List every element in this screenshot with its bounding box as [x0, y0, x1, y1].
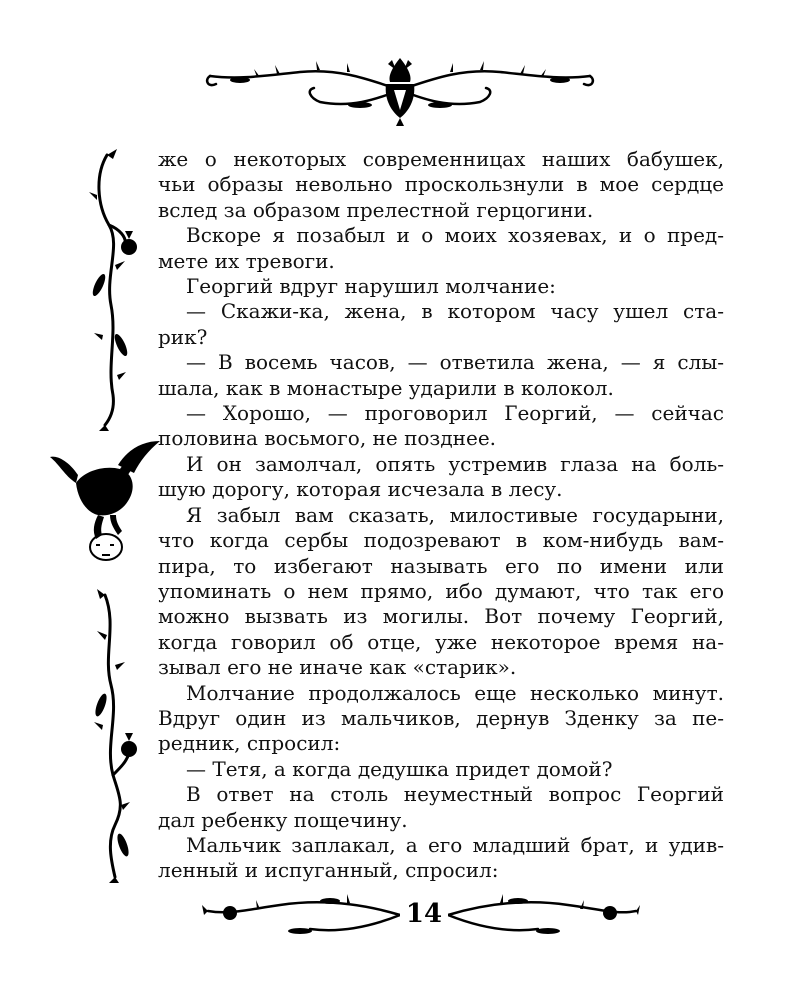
- text-line: В ответ на столь неуместный вопрос Георгий: [186, 782, 724, 807]
- text-line: ленный и испуганный, спросил:: [158, 858, 499, 883]
- text-line: Я забыл вам сказать, милостивые государыни,: [186, 502, 724, 527]
- text-line: шую дорогу, которая исчезала в лесу.: [158, 477, 563, 502]
- text-line: пира, то избегают называть его по имени или: [158, 553, 724, 578]
- page-number: 14: [400, 897, 448, 931]
- text-line: редник, спросил:: [158, 731, 341, 756]
- text-line: же о некоторых современницах наших бабушек,: [158, 147, 724, 171]
- page-text: [158, 147, 724, 884]
- text-line: зывал его не иначе как «старик».: [158, 655, 517, 680]
- text-line: шала, как в монастыре ударили в колокол.: [158, 375, 614, 400]
- text-line: рик?: [158, 324, 208, 349]
- text-line: — В восемь часов, — ответила жена, — я слы-: [186, 350, 724, 375]
- text-line: Вскоре я позабыл и о моих хозяевах, и о пред-: [186, 223, 724, 248]
- text-line: Мальчик заплакал, а его младший брат, и удив-: [186, 832, 724, 857]
- top-thistle-ornament: [200, 50, 600, 130]
- text-line: — Тетя, а когда дедушка придет домой?: [186, 756, 613, 781]
- text-line: упоминать о нем прямо, ибо думают, что так его: [158, 578, 724, 603]
- text-line: И он замолчал, опять устремив глаза на боль-: [186, 451, 724, 476]
- text-line: Георгий вдруг нарушил молчание:: [186, 274, 556, 299]
- text-line: можно вызвать из могилы. Вот почему Георгий,: [158, 604, 724, 629]
- text-line: чьи образы невольно проскользнули в мое сердце: [158, 172, 724, 197]
- text-line: — Хорошо, — проговорил Георгий, — сейчас: [186, 401, 724, 426]
- text-line: мете их тревоги.: [158, 248, 335, 273]
- left-thistle-vine-top: [85, 145, 145, 435]
- text-line: вслед за образом прелестной герцогини.: [158, 197, 594, 222]
- text-line: Молчание продолжалось еще несколько минут.: [186, 680, 724, 705]
- left-thistle-vine-bottom: [85, 585, 145, 885]
- text-line: дал ребенку пощечину.: [158, 807, 408, 832]
- raven-on-skull-illustration: [48, 435, 168, 565]
- text-line: — Скажи-ка, жена, в котором часу ушел ста-: [186, 299, 724, 324]
- text-line: Вдруг один из мальчиков, дернув Зденку за пе-: [158, 705, 724, 730]
- text-line: половина восьмого, не позднее.: [158, 426, 497, 451]
- text-line: когда говорил об отце, уже некоторое время на-: [158, 629, 724, 654]
- text-line: что когда сербы подозревают в ком-нибудь вам-: [158, 528, 724, 553]
